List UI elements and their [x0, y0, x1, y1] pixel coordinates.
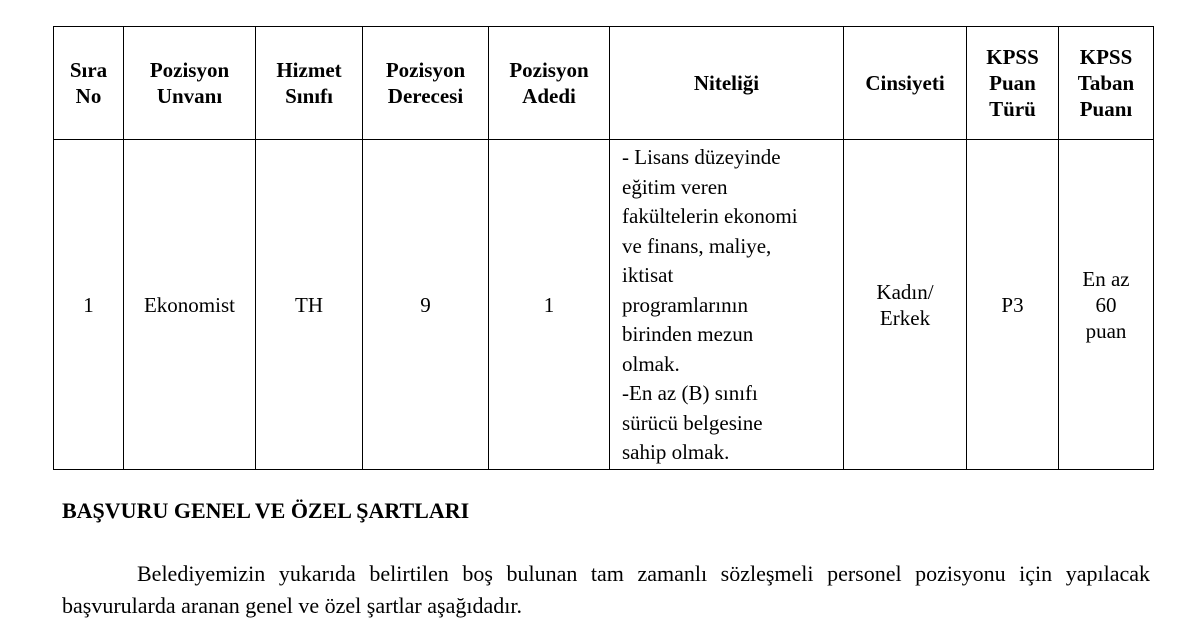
- header-kpss-taban-puani: KPSS Taban Puanı: [1059, 27, 1154, 140]
- cell-hizmet-sinifi: TH: [256, 140, 363, 470]
- cell-pozisyon-derecesi: 9: [363, 140, 489, 470]
- cell-niteligi: - Lisans düzeyinde eğitim veren fakültelerin ekonomi ve finans, maliye, iktisat programlarının birinden mezun olmak. -En az (B) sınıfı sürücü belgesine sahip olmak.: [610, 140, 844, 470]
- header-pozisyon-unvani: Pozisyon Unvanı: [124, 27, 256, 140]
- section-heading: BAŞVURU GENEL VE ÖZEL ŞARTLARI: [62, 498, 470, 523]
- table-row: [54, 140, 1154, 470]
- header-pozisyon-derecesi: Pozisyon Derecesi: [363, 27, 489, 140]
- cell-pozisyon-unvani: Ekonomist: [124, 140, 256, 470]
- header-kpss-puan-turu: KPSS Puan Türü: [967, 27, 1059, 140]
- header-cinsiyeti: Cinsiyeti: [844, 27, 967, 140]
- header-pozisyon-adedi: Pozisyon Adedi: [489, 27, 610, 140]
- cell-pozisyon-adedi: 1: [489, 140, 610, 470]
- cell-kpss-taban-puani: En az 60 puan: [1059, 140, 1154, 470]
- header-niteligi: Niteliği: [610, 27, 844, 140]
- table-header-row: [54, 27, 1154, 140]
- header-sira-no: Sıra No: [54, 27, 124, 140]
- cell-kpss-puan-turu: P3: [967, 140, 1059, 470]
- cell-cinsiyeti: Kadın/ Erkek: [844, 140, 967, 470]
- header-hizmet-sinifi: Hizmet Sınıfı: [256, 27, 363, 140]
- position-table: [53, 26, 1154, 470]
- intro-paragraph: Belediyemizin yukarıda belirtilen boş bulunan tam zamanlı sözleşmeli personel pozisyonu için yapılacak başvurularda aranan genel ve özel şartlar aşağıdadır.: [62, 561, 1150, 618]
- cell-sira-no: 1: [54, 140, 124, 470]
